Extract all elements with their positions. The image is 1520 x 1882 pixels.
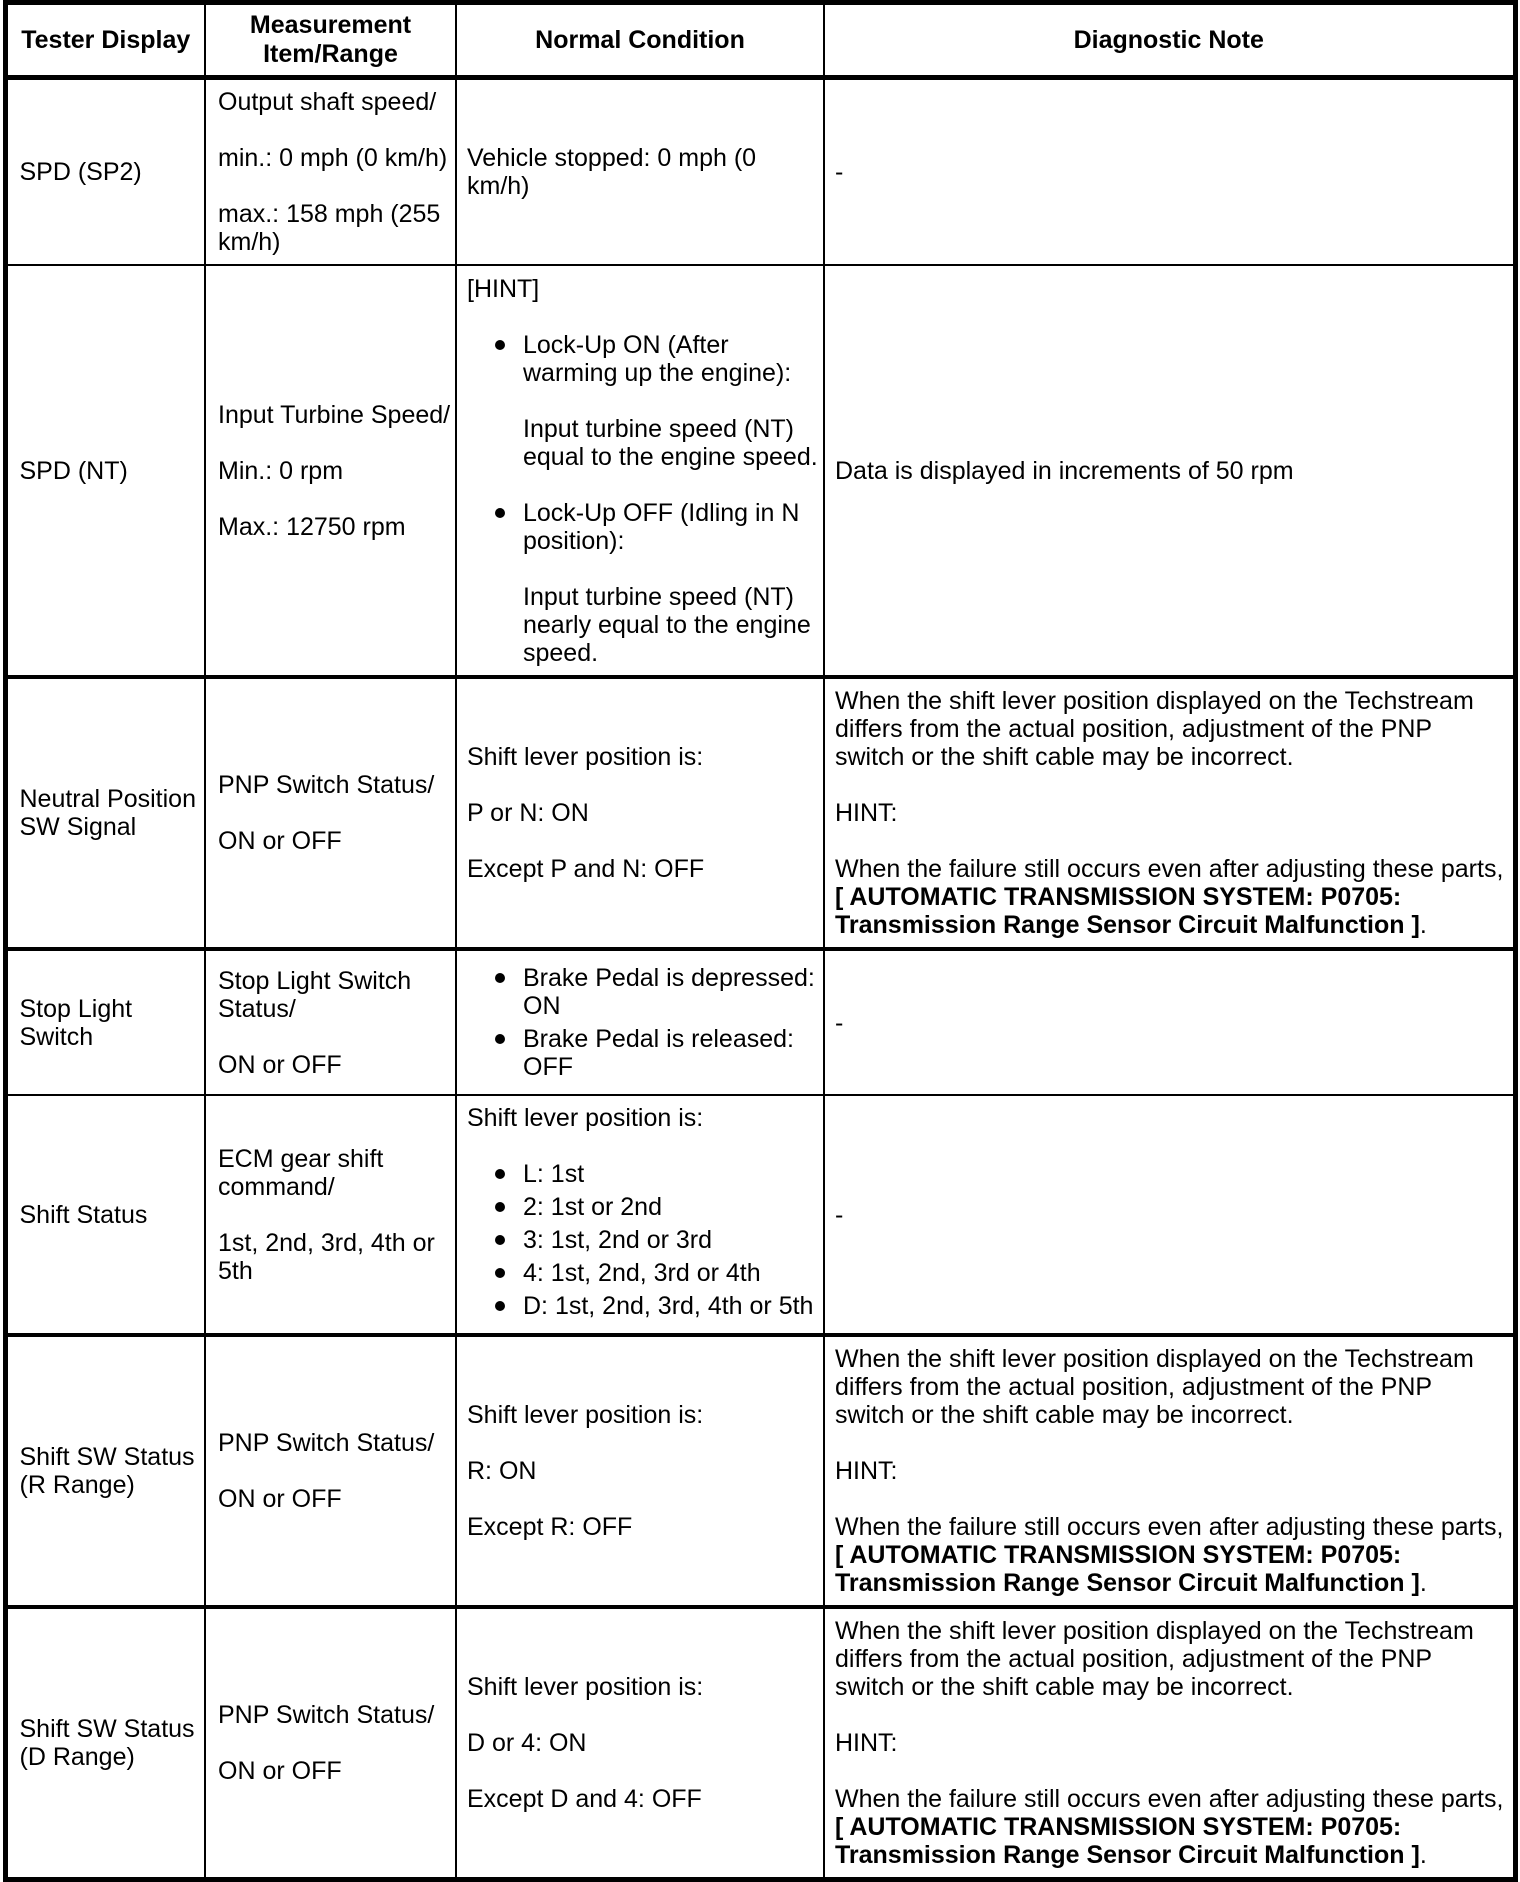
cell-tester-display bbox=[5, 677, 205, 949]
cell-measurement-item-range bbox=[205, 1607, 456, 1880]
cell-tester-display bbox=[5, 1607, 205, 1880]
paragraph: Shift SW Status (R Range) bbox=[19, 1443, 195, 1499]
paragraph: ECM gear shift command/ bbox=[218, 1144, 384, 1201]
paragraph: ON or OFF bbox=[218, 1485, 342, 1513]
cell-tester-display bbox=[5, 1335, 205, 1607]
table-row bbox=[5, 78, 1515, 266]
cell-normal-condition bbox=[456, 265, 824, 677]
cell-diagnostic-note bbox=[824, 78, 1515, 266]
paragraph: Except P and N: OFF bbox=[467, 855, 705, 883]
paragraph: Max.: 12750 rpm bbox=[218, 512, 406, 541]
bullet-item: 2: 1st or 2nd bbox=[467, 1193, 821, 1221]
text-segment: . bbox=[1419, 1841, 1427, 1869]
paragraph: min.: 0 mph (0 km/h) bbox=[218, 144, 448, 172]
cell-normal-condition bbox=[456, 677, 824, 949]
cell-tester-display bbox=[5, 265, 205, 677]
paragraph: When the shift lever position displayed on the Techstream differs from the actual position, adjustment of the PNP switch or the shift cable may be incorrect. bbox=[835, 1345, 1474, 1429]
text-segment: . bbox=[1419, 911, 1427, 939]
bullet-item: 4: 1st, 2nd, 3rd or 4th bbox=[467, 1259, 821, 1287]
cell-diagnostic-note bbox=[824, 1607, 1515, 1880]
paragraph: When the shift lever position displayed on the Techstream differs from the actual position, adjustment of the PNP switch or the shift cable may be incorrect. bbox=[835, 687, 1474, 771]
paragraph bbox=[835, 1785, 1507, 1869]
bullet-list bbox=[467, 499, 821, 555]
indented-paragraph: Input turbine speed (NT) equal to the engine speed. bbox=[523, 414, 818, 471]
bullet-item: L: 1st bbox=[467, 1160, 821, 1188]
table-header bbox=[5, 3, 1515, 78]
header-measurement-item-range: Measurement Item/Range bbox=[205, 3, 456, 78]
paragraph bbox=[835, 1513, 1507, 1597]
cell-tester-display bbox=[5, 949, 205, 1095]
paragraph: P or N: ON bbox=[467, 799, 589, 827]
paragraph: Stop Light Switch Status/ bbox=[218, 966, 412, 1023]
paragraph: Shift SW Status (D Range) bbox=[19, 1715, 195, 1771]
bullet-list bbox=[467, 331, 821, 387]
bold-reference-text: [ AUTOMATIC TRANSMISSION SYSTEM: P0705: Transmission Range Sensor Circuit Malfunction ] bbox=[835, 883, 1420, 939]
cell-measurement-item-range bbox=[205, 265, 456, 677]
bullet-item: Brake Pedal is depressed: ON bbox=[467, 964, 821, 1020]
cell-tester-display bbox=[5, 78, 205, 266]
bullet-item: Lock-Up ON (After warming up the engine): bbox=[467, 331, 821, 387]
paragraph: PNP Switch Status/ bbox=[218, 1429, 435, 1457]
header-diagnostic-note: Diagnostic Note bbox=[824, 3, 1515, 78]
bullet-list bbox=[467, 964, 821, 1081]
cell-normal-condition bbox=[456, 78, 824, 266]
cell-tester-display bbox=[5, 1095, 205, 1335]
table-row bbox=[5, 677, 1515, 949]
paragraph: Shift lever position is: bbox=[467, 1401, 704, 1429]
paragraph: ON or OFF bbox=[218, 1050, 342, 1079]
table-row bbox=[5, 1607, 1515, 1880]
cell-measurement-item-range bbox=[205, 949, 456, 1095]
paragraph: ON or OFF bbox=[218, 1757, 342, 1785]
paragraph: When the shift lever position displayed on the Techstream differs from the actual position, adjustment of the PNP switch or the shift cable may be incorrect. bbox=[835, 1617, 1474, 1701]
paragraph: PNP Switch Status/ bbox=[218, 1701, 435, 1729]
paragraph: 1st, 2nd, 3rd, 4th or 5th bbox=[218, 1228, 435, 1285]
cell-diagnostic-note bbox=[824, 949, 1515, 1095]
cell-diagnostic-note bbox=[824, 1095, 1515, 1335]
cell-diagnostic-note bbox=[824, 1335, 1515, 1607]
indented-paragraph: Input turbine speed (NT) nearly equal to the engine speed. bbox=[523, 582, 811, 667]
cell-diagnostic-note bbox=[824, 677, 1515, 949]
paragraph: Except D and 4: OFF bbox=[467, 1785, 702, 1813]
cell-normal-condition bbox=[456, 1095, 824, 1335]
paragraph: Neutral Position SW Signal bbox=[19, 785, 196, 841]
paragraph: D or 4: ON bbox=[467, 1729, 587, 1757]
cell-diagnostic-note bbox=[824, 265, 1515, 677]
diagnostic-data-table bbox=[3, 0, 1518, 1882]
bold-reference-text: [ AUTOMATIC TRANSMISSION SYSTEM: P0705: Transmission Range Sensor Circuit Malfunction ] bbox=[835, 1541, 1420, 1597]
paragraph: HINT: bbox=[835, 1457, 898, 1485]
paragraph: PNP Switch Status/ bbox=[218, 771, 435, 799]
paragraph: - bbox=[835, 1200, 844, 1229]
header-normal-condition: Normal Condition bbox=[456, 3, 824, 78]
paragraph: HINT: bbox=[835, 799, 898, 827]
bullet-item: Brake Pedal is released: OFF bbox=[467, 1025, 821, 1081]
paragraph: Shift lever position is: bbox=[467, 1673, 704, 1701]
text-segment: . bbox=[1419, 1569, 1427, 1597]
header-tester-display: Tester Display bbox=[5, 3, 205, 78]
paragraph: Except R: OFF bbox=[467, 1513, 633, 1541]
paragraph: Input Turbine Speed/ bbox=[218, 400, 451, 429]
paragraph: Stop Light Switch bbox=[19, 994, 133, 1051]
paragraph: max.: 158 mph (255 km/h) bbox=[218, 200, 441, 256]
cell-measurement-item-range bbox=[205, 677, 456, 949]
cell-measurement-item-range bbox=[205, 1335, 456, 1607]
cell-normal-condition bbox=[456, 1607, 824, 1880]
paragraph: Vehicle stopped: 0 mph (0 km/h) bbox=[467, 144, 757, 200]
paragraph: Shift lever position is: bbox=[467, 1104, 704, 1132]
cell-measurement-item-range bbox=[205, 1095, 456, 1335]
paragraph: Output shaft speed/ bbox=[218, 88, 437, 116]
paragraph: Shift lever position is: bbox=[467, 743, 704, 771]
table-row bbox=[5, 1335, 1515, 1607]
paragraph: R: ON bbox=[467, 1457, 537, 1485]
text-segment: When the failure still occurs even after adjusting these parts, bbox=[835, 1513, 1504, 1541]
table-row bbox=[5, 1095, 1515, 1335]
cell-normal-condition bbox=[456, 949, 824, 1095]
paragraph: [HINT] bbox=[467, 274, 540, 303]
table-row bbox=[5, 265, 1515, 677]
header-row bbox=[5, 3, 1515, 78]
bullet-item: 3: 1st, 2nd or 3rd bbox=[467, 1226, 821, 1254]
paragraph: ON or OFF bbox=[218, 827, 342, 855]
text-segment: When the failure still occurs even after adjusting these parts, bbox=[835, 1785, 1504, 1813]
paragraph: - bbox=[835, 158, 844, 186]
cell-normal-condition bbox=[456, 1335, 824, 1607]
bold-reference-text: [ AUTOMATIC TRANSMISSION SYSTEM: P0705: Transmission Range Sensor Circuit Malfunction ] bbox=[835, 1813, 1420, 1869]
text-segment: When the failure still occurs even after adjusting these parts, bbox=[835, 855, 1504, 883]
paragraph: - bbox=[835, 1008, 844, 1037]
bullet-item: Lock-Up OFF (Idling in N position): bbox=[467, 499, 821, 555]
paragraph: Shift Status bbox=[19, 1200, 148, 1229]
paragraph: Data is displayed in increments of 50 rpm bbox=[835, 456, 1294, 485]
paragraph: HINT: bbox=[835, 1729, 898, 1757]
paragraph: Min.: 0 rpm bbox=[218, 456, 344, 485]
bullet-list bbox=[467, 1160, 821, 1320]
paragraph bbox=[835, 855, 1507, 939]
bullet-item: D: 1st, 2nd, 3rd, 4th or 5th bbox=[467, 1292, 821, 1320]
paragraph: SPD (NT) bbox=[19, 456, 128, 485]
table-row bbox=[5, 949, 1515, 1095]
paragraph: SPD (SP2) bbox=[19, 158, 142, 186]
cell-measurement-item-range bbox=[205, 78, 456, 266]
table-body bbox=[5, 78, 1515, 1880]
